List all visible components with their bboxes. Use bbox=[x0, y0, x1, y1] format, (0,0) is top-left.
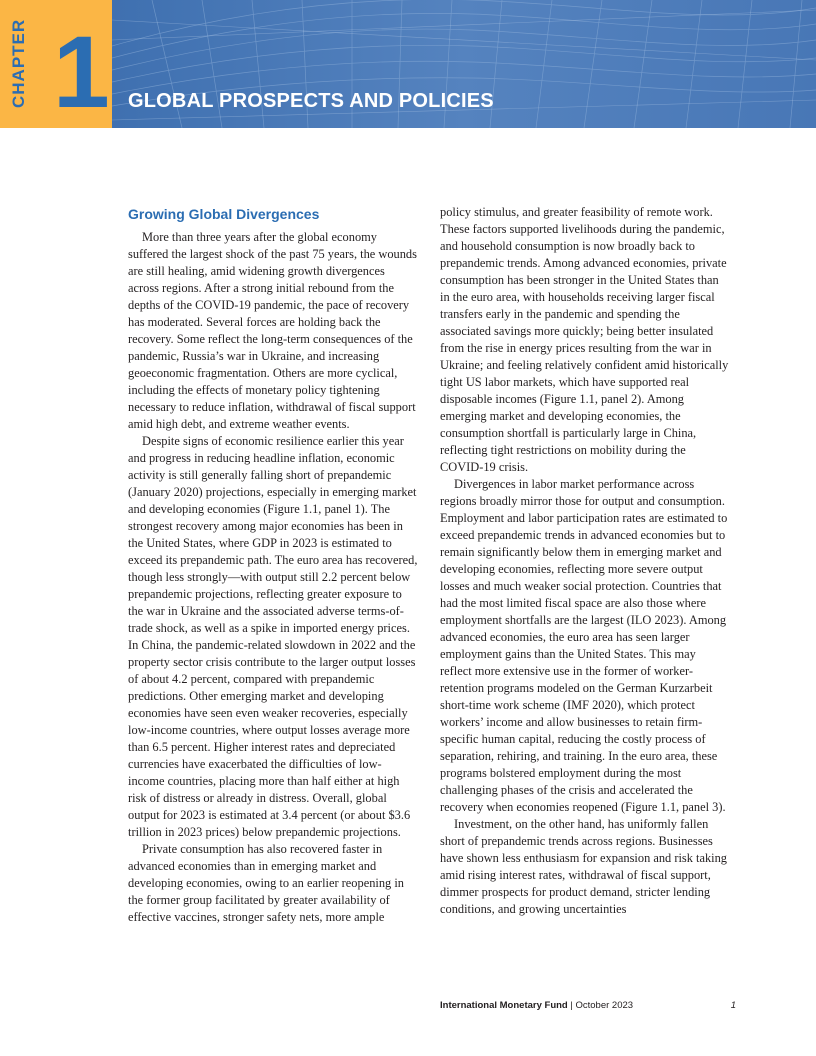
footer-organization: International Monetary Fund bbox=[440, 1000, 568, 1011]
page-number: 1 bbox=[730, 1000, 736, 1011]
section-heading: Growing Global Divergences bbox=[128, 206, 320, 222]
right-column bbox=[440, 204, 730, 918]
paragraph: More than three years after the global economy suffered the largest shock of the past 75 years, the wounds are still healing, amid widening growth divergences across regions. After a strong initial rebound from the depths of the COVID-19 pandemic, the pace of recovery has moderated. Several forces are holding back the recovery. Some reflect the long-term consequences of the pandemic, Russia’s war in Ukraine, and increasing geoeconomic fragmentation. Others are more cyclical, including the effects of monetary policy tightening necessary to reduce inflation, withdrawal of fiscal support amid high debt, and extreme weather events. bbox=[128, 230, 417, 431]
page-footer bbox=[440, 1000, 736, 1016]
chapter-number: 1 bbox=[53, 15, 106, 129]
chapter-header bbox=[0, 0, 816, 128]
paragraph: Despite signs of economic resilience earlier this year and progress in reducing headline inflation, economic activity is still generally falling short of prepandemic (January 2020) projections, especially in emerging market and developing economies (Figure 1.1, panel 1). The strongest recovery among major economies has been in the United States, where GDP in 2023 is estimated to exceed its prepandemic path. The euro area has recovered, though less strongly—with output still 2.2 percent below prepandemic projections, reflecting greater exposure to the war in Ukraine and the associated adverse terms-of-trade shock, as well as a spike in imported energy prices. In China, the pandemic-related slowdown in 2022 and the property sector crisis contribute to the larger output losses of about 4.2 percent, compared with prepandemic predictions. Other emerging market and developing economies have seen even weaker recoveries, especially low-income countries, where output losses average more than 6.5 percent. Higher interest rates and depreciated currencies have exacerbated the difficulties of low-income countries, placing more than half either at high risk of distress or already in distress. Overall, global output for 2023 is estimated at 3.4 percent (or about $3.6 trillion in 2023 prices) below prepandemic projections. bbox=[128, 434, 418, 839]
footer-separator: | bbox=[570, 1000, 573, 1011]
chapter-title: GLOBAL PROSPECTS AND POLICIES bbox=[128, 90, 494, 112]
footer-date: October 2023 bbox=[575, 1000, 634, 1011]
paragraph: Private consumption has also recovered faster in advanced economies than in emerging market and developing economies, owing to an earlier reopening in the former group facilitated by greater availability of effective vaccines, stronger safety nets, more ample bbox=[128, 842, 404, 924]
chapter-label: CHAPTER bbox=[9, 18, 28, 108]
paragraph: Investment, on the other hand, has uniformly fallen short of prepandemic trends across regions. Businesses have shown less enthusiasm for expansion and risk taking amid rising interest rates, withdrawal of fiscal support, dimmer prospects for product demand, stricter lending conditions, and growing uncertainties bbox=[440, 817, 727, 916]
paragraph: Divergences in labor market performance across regions broadly mirror those for output and consumption. Employment and labor participation rates are estimated to exceed prepandemic trends in advanced economies but to remain significantly below them in emerging market and developing economies, reflecting more severe output losses and much weaker social protection. Countries that had the most limited fiscal space are also those where employment shortfalls are the largest (ILO 2023). Among advanced economies, the euro area has seen larger employment gains than the United States. This may reflect more extensive use in the former of worker-retention programs modeled on the German Kurzarbeit short-time work scheme (IMF 2020), which protect workers’ income and allow businesses to retain firm-specific human capital, reducing the costly process of separation, rehiring, and training. In the euro area, these programs bolstered employment during the most challenging phases of the crisis and accelerated the recovery when economies reopened (Figure 1.1, panel 3). bbox=[440, 477, 728, 814]
left-column bbox=[128, 204, 418, 926]
paragraph-continued: policy stimulus, and greater feasibility of remote work. These factors supported livelihoods during the pandemic, and household consumption is now broadly back to prepandemic trends. Among advanced economies, private consumption has been stronger in the United States than in the euro area, with households receiving larger fiscal transfers early in the pandemic and spending the associated savings more quickly; being better insulated from the rise in energy prices resulting from the war in Ukraine; and feeling relatively confident amid historically tight US labor markets, which have supported real disposable incomes (Figure 1.1, panel 2). Among emerging market and developing economies, the consumption shortfall is particularly large in China, reflecting tight restrictions on mobility during the COVID-19 crisis. bbox=[440, 205, 729, 474]
chapter-banner bbox=[112, 0, 816, 128]
chapter-tab bbox=[0, 0, 112, 128]
